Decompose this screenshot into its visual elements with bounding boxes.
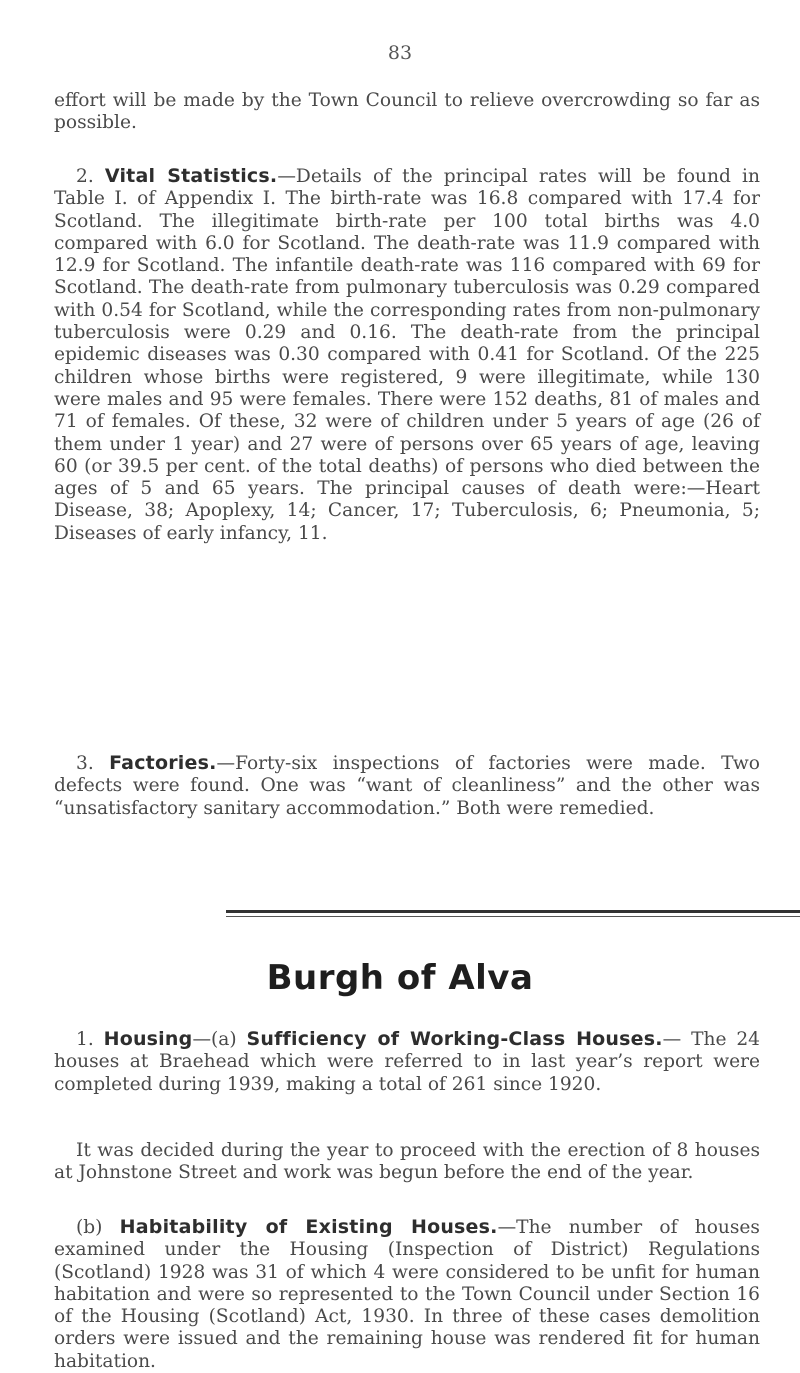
housing-number: 1. bbox=[76, 1029, 94, 1050]
vital-statistics-number: 2. bbox=[76, 166, 94, 187]
vital-statistics-text: —Details of the principal rates will be found in Table I. of Appendix I. The birth-rate was 16.8 compared with 17.4 for Scotland. The illegitimate birth-rate per 100 total births was 4.0 compared with 6.0 for Scotland. The death-rate was 11.9 compared with 12.9 for Scotland. The infantile death-rate was 116 compared with 69 for Scotland. The death-rate from pulmonary tuberculosis was 0.29 compared with 0.54 for Scotland, while the corresponding rates from non-pulmonary tuberculosis were 0.29 and 0.16. The death-rate from the principal epidemic diseases was 0.30 compared with 0.41 for Scotland. Of the 225 children whose births were registered, 9 were illegitimate, while 130 were males and 95 were females. There were 152 deaths, 81 of males and 71 of females. Of these, 32 were of children under 5 years of age (26 of them under 1 year) and 27 were of persons over 65 years of age, leaving 60 (or 39.5 per cent. of the total deaths) of persons who died between the ages of 5 and 65 years. The principal causes of death were:—Heart Disease, 38; Apoplexy, 14; Cancer, 17; Tuberculosis, 6; Pneumonia, 5; Diseases of early infancy, 11. bbox=[54, 166, 760, 544]
section-divider-thick bbox=[226, 910, 800, 913]
housing-sub-b-text: —The number of houses examined under the Housing (Inspection of District) Regulations (Scotland) 1928 was 31 of which 4 were considered to be unfit for human habitation and were so represented to the Town Council under Section 16 of the Housing (Scotland) Act, 1930. In three of these cases demolition orders were issued and the remaining house was rendered fit for human habitation. bbox=[54, 1217, 760, 1372]
housing-erection-paragraph bbox=[54, 1140, 760, 1185]
factories-text: —Forty-six inspections of factories were made. Two defects were found. One was “want of cleanliness” and the other was “unsatisfactory sanitary accommodation.” Both were remedied. bbox=[54, 753, 760, 819]
factories-paragraph bbox=[54, 752, 760, 820]
housing-sub-b-heading: Habitability of Existing Houses. bbox=[119, 1216, 498, 1238]
vital-statistics-paragraph bbox=[54, 165, 760, 545]
housing-sufficiency-paragraph bbox=[54, 1028, 760, 1096]
housing-sub-a-text: — The 24 houses at Braehead which were referred to in last year’s report were completed during 1939, making a total of 261 since 1920. bbox=[54, 1029, 760, 1095]
housing-erection-text: It was decided during the year to proceed with the erection of 8 houses at Johnstone Street and work was begun before the end of the year. bbox=[54, 1140, 760, 1184]
housing-sub-a-heading: Sufficiency of Working-Class Houses. bbox=[246, 1028, 663, 1050]
section-title: Burgh of Alva bbox=[266, 958, 534, 998]
page-number: 83 bbox=[387, 42, 413, 64]
factories-heading: Factories. bbox=[109, 752, 217, 774]
factories-number: 3. bbox=[76, 753, 94, 774]
housing-habitability-paragraph bbox=[54, 1216, 760, 1373]
section-divider-thin bbox=[226, 916, 800, 917]
intro-paragraph bbox=[54, 90, 760, 135]
housing-sub-b-label: (b) bbox=[76, 1217, 103, 1238]
vital-statistics-heading: Vital Statistics. bbox=[104, 165, 278, 187]
intro-text: effort will be made by the Town Council to relieve overcrowding so far as possible. bbox=[54, 90, 760, 134]
housing-heading: Housing bbox=[103, 1028, 193, 1050]
housing-sub-a-label: —(a) bbox=[192, 1029, 237, 1050]
